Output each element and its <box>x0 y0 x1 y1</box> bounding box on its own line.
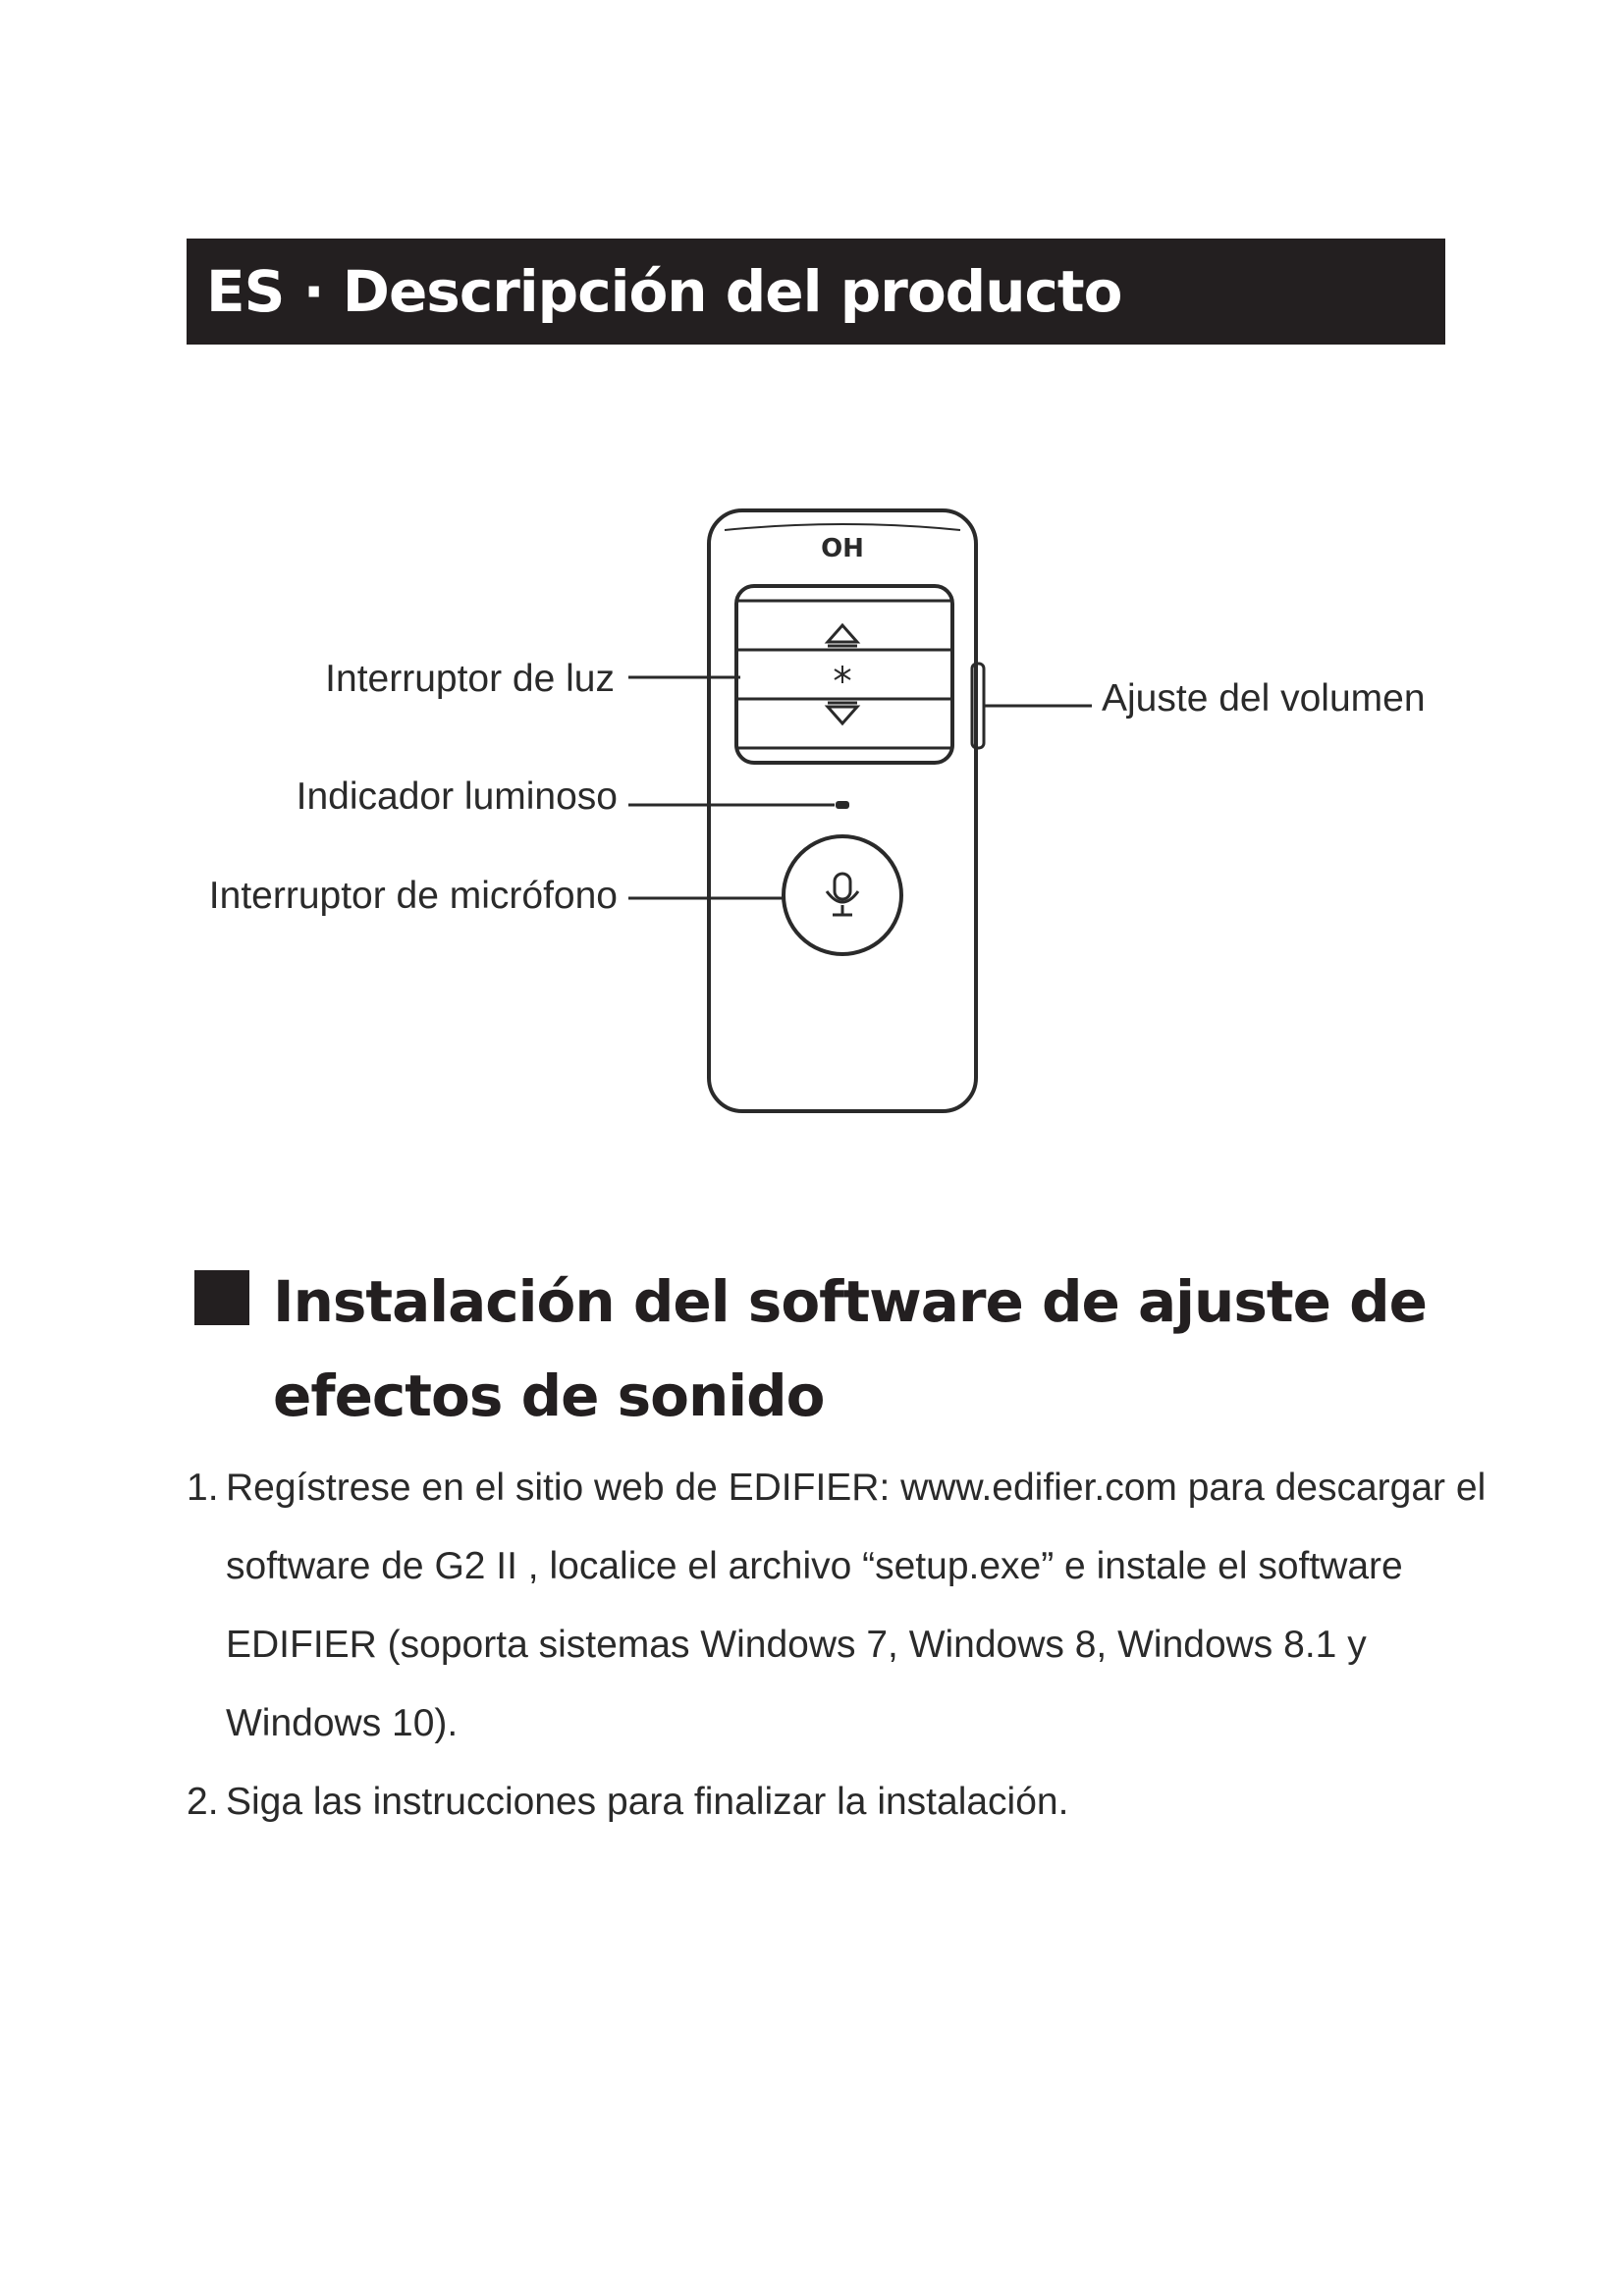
list-item <box>187 1763 1502 1842</box>
callout-volume: Ajuste del volumen <box>1102 677 1426 720</box>
device-top-label: OH <box>821 534 864 563</box>
light-icon <box>835 666 850 683</box>
section-title: Instalación del software de ajuste de efectos de sonido <box>273 1268 1427 1429</box>
indicator-led <box>836 801 849 809</box>
control-pad <box>736 586 952 763</box>
mic-button <box>784 836 901 954</box>
list-item <box>187 1449 1502 1763</box>
callout-mic-switch: Interruptor de micrófono <box>208 875 618 917</box>
device-bezel <box>725 524 960 530</box>
install-steps <box>187 1449 1502 1842</box>
step-number: 1. <box>187 1467 219 1509</box>
page-title: ES · Descripción del producto <box>206 258 1122 325</box>
step-text: Regístrese en el sitio web de EDIFIER: www.edifier.com para descargar el software de G2 II , localice el archivo “setup.exe” e instale el software EDIFIER (soporta sistemas Windows 7, Windows 8, Windows 8.1 y Windows 10). <box>226 1467 1487 1744</box>
volume-up-icon <box>828 625 857 642</box>
step-number: 2. <box>187 1781 219 1823</box>
heading-square-icon <box>194 1270 249 1325</box>
mic-icon <box>827 874 858 915</box>
callout-indicator: Indicador luminoso <box>296 775 618 818</box>
step-text: Siga las instrucciones para finalizar la instalación. <box>226 1781 1069 1823</box>
callout-light-switch: Interruptor de luz <box>325 658 615 700</box>
volume-down-icon <box>828 707 857 723</box>
